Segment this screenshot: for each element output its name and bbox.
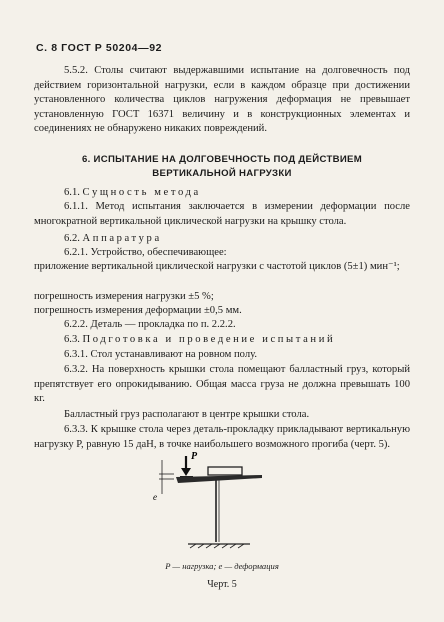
load-arrow-head [181,468,191,476]
heading-6-3-number: 6.3. [64,334,80,345]
heading-6-3 [34,333,410,348]
paragraph-5-5-2: 5.5.2. Столы считают выдержавшими испытание на долговечность под действием горизонтальной нагрузки, если в каждом образце при достижении установленного количества циклов нагружения деформация не превышает установленную ГОСТ 16371 величину и в конструкционных элементах и соединениях не обнаружено никаких повреждений. [34,65,410,135]
section-title-line-2: ВЕРТИКАЛЬНОЙ НАГРУЗКИ [152,168,292,179]
paragraph-6-2-1-a: приложение вертикальной циклической нагрузки с частотой циклов (5±1) мин⁻¹; [34,261,400,272]
paragraph-6-3-2: 6.3.2. На поверхность крышки стола помещают балластный груз, который препятствует его опрокидыванию. Общая масса груза не должна превышать 100 кг. [34,364,410,405]
deformation-label: e [153,492,157,502]
figure-number: Черт. 5 [207,579,237,590]
paragraph-6-3-1: 6.3.1. Стол устанавливают на ровном полу. [64,349,257,360]
heading-6-1-number: 6.1. [64,187,80,198]
ballast-load [208,467,242,475]
page-header: С. 8 ГОСТ Р 50204—92 [36,42,163,54]
paragraph-6-3-3: 6.3.3. К крышке стола через деталь-прокладку прикладывают вертикальную нагрузку P, равную 15 даН, в точке наибольшего возможного прогиба (черт. 5). [34,424,410,450]
figure-caption: P — нагрузка; e — деформация [165,561,279,571]
heading-6-2 [34,232,410,247]
paragraph-6-2-1-b: погрешность измерения нагрузки ±5 %; [34,291,214,302]
heading-6-2-title: Аппаратура [82,233,162,244]
heading-6-1 [34,186,410,201]
load-label: P [191,451,198,462]
heading-6-1-title: Сущность метода [82,187,201,198]
paragraph-6-3-2-b: Балластный груз располагают в центре крышки стола. [64,409,310,420]
paragraph-6-2-2: 6.2.2. Деталь — прокладка по п. 2.2.2. [64,319,236,330]
paragraph-6-1-1: 6.1.1. Метод испытания заключается в измерении деформации после многократной вертикальной циклической нагрузки на крышку стола. [34,201,410,227]
paragraph-6-2-1: 6.2.1. Устройство, обеспечивающее: [64,247,227,258]
paragraph-6-2-1-c: погрешность измерения деформации ±0,5 мм. [34,305,242,316]
section-title-line-1: 6. ИСПЫТАНИЕ НА ДОЛГОВЕЧНОСТЬ ПОД ДЕЙСТВИЕМ [81,154,363,165]
section-6-title [34,153,410,181]
heading-6-2-number: 6.2. [64,233,80,244]
heading-6-3-title: Подготовка и проведение испытаний [82,334,336,345]
figure-5-drawing [150,450,290,558]
